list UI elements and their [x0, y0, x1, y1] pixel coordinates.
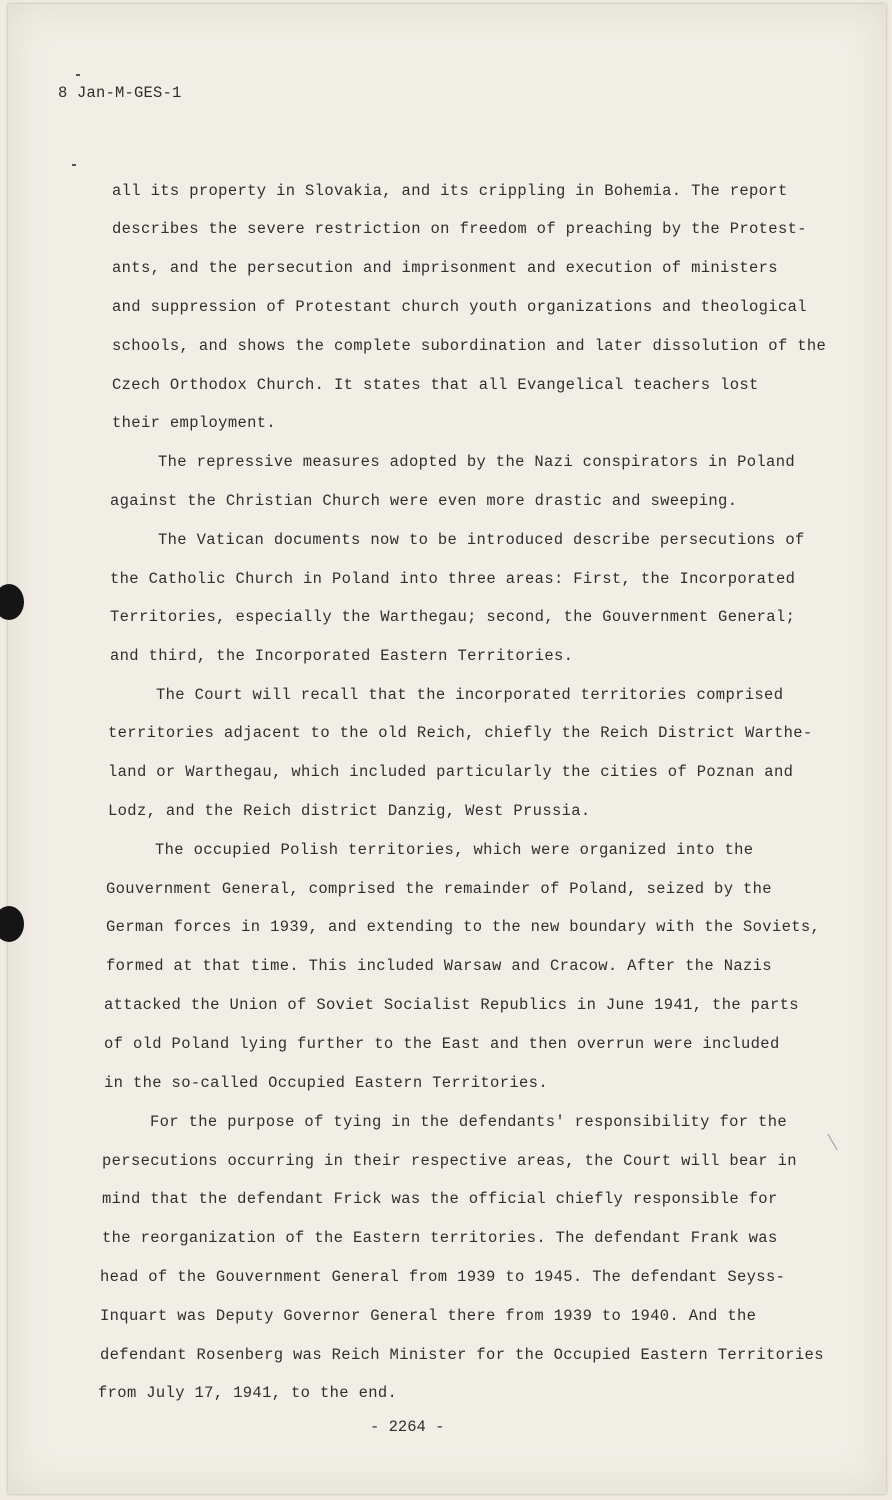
text-line: mind that the defendant Frick was the official chiefly responsible for: [102, 1190, 778, 1208]
text-line: the reorganization of the Eastern territories. The defendant Frank was: [102, 1229, 778, 1247]
text-line: all its property in Slovakia, and its crippling in Bohemia. The report: [112, 182, 788, 200]
text-line: Territories, especially the Warthegau; second, the Gouvernment General;: [110, 608, 796, 626]
text-line: land or Warthegau, which included particularly the cities of Poznan and: [108, 763, 794, 781]
punch-hole-top: [0, 584, 24, 620]
text-line: Gouvernment General, comprised the remainder of Poland, seized by the: [106, 880, 772, 898]
text-line: and third, the Incorporated Eastern Territories.: [110, 647, 574, 665]
text-line: the Catholic Church in Poland into three areas: First, the Incorporated: [110, 570, 796, 588]
text-line: For the purpose of tying in the defendants' responsibility for the: [150, 1113, 787, 1131]
page-number: - 2264 -: [370, 1418, 445, 1436]
text-line: The Court will recall that the incorporated territories comprised: [156, 686, 784, 704]
punch-hole-bottom: [0, 906, 24, 942]
text-line: The repressive measures adopted by the Nazi conspirators in Poland: [158, 453, 795, 471]
text-line: in the so-called Occupied Eastern Territories.: [104, 1074, 548, 1092]
document-code: 8 Jan-M-GES-1: [58, 84, 182, 102]
text-line: persecutions occurring in their respective areas, the Court will bear in: [102, 1152, 797, 1170]
text-line: defendant Rosenberg was Reich Minister for the Occupied Eastern Territories: [100, 1346, 824, 1364]
text-line: against the Christian Church were even more drastic and sweeping.: [110, 492, 738, 510]
text-line: of old Poland lying further to the East and then overrun were included: [104, 1035, 780, 1053]
text-line: formed at that time. This included Warsaw and Cracow. After the Nazis: [106, 957, 772, 975]
text-line: Czech Orthodox Church. It states that all Evangelical teachers lost: [112, 376, 759, 394]
text-line: describes the severe restriction on freedom of preaching by the Protest-: [112, 220, 807, 238]
text-line: schools, and shows the complete subordination and later dissolution of the: [112, 337, 827, 355]
margin-mark: [72, 164, 76, 166]
text-line: ants, and the persecution and imprisonment and execution of ministers: [112, 259, 778, 277]
text-line: The Vatican documents now to be introduced describe persecutions of: [158, 531, 805, 549]
text-line: German forces in 1939, and extending to the new boundary with the Soviets,: [106, 918, 821, 936]
text-line: head of the Gouvernment General from 1939 to 1945. The defendant Seyss-: [100, 1268, 786, 1286]
text-line: The occupied Polish territories, which were organized into the: [155, 841, 754, 859]
text-line: their employment.: [112, 414, 277, 432]
text-line: attacked the Union of Soviet Socialist Republics in June 1941, the parts: [104, 996, 799, 1014]
margin-mark: [76, 74, 80, 76]
text-line: from July 17, 1941, to the end.: [98, 1384, 398, 1402]
text-line: territories adjacent to the old Reich, chiefly the Reich District Warthe-: [108, 724, 813, 742]
text-line: Lodz, and the Reich district Danzig, West Prussia.: [108, 802, 591, 820]
text-line: Inquart was Deputy Governor General there from 1939 to 1940. And the: [100, 1307, 757, 1325]
text-line: and suppression of Protestant church youth organizations and theological: [112, 298, 807, 316]
